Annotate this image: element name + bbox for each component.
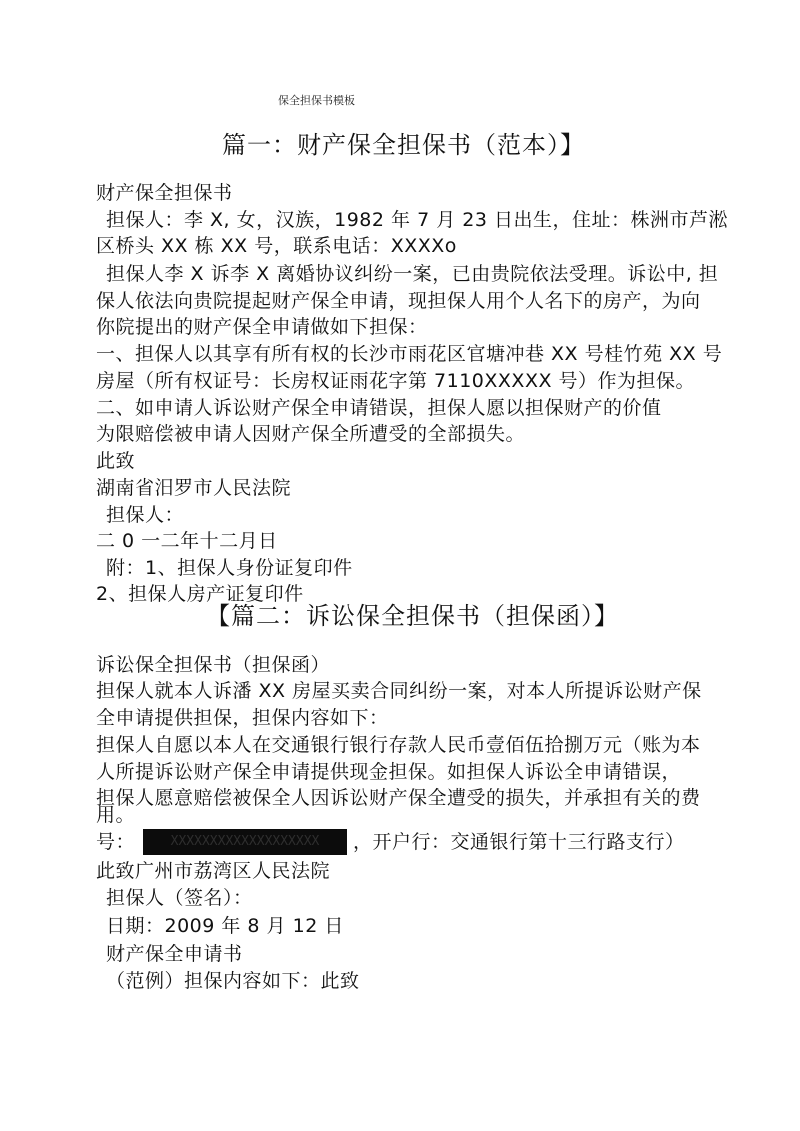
part1-line: 房屋（所有权证号：长房权证雨花字第 7110XXXXX 号）作为担保。 xyxy=(96,370,696,392)
part1-line: 你院提出的财产保全申请做如下担保： xyxy=(96,316,428,338)
account-prefix: 号： xyxy=(96,831,136,853)
part1-line: 二 0 一二年十二月日 xyxy=(96,530,278,552)
part2-line: 担保人就本人诉潘 XX 房屋买卖合同纠纷一案，对本人所提诉讼财产保 xyxy=(96,680,702,702)
part2-closing-line: 此致广州市荔湾区人民法院 xyxy=(96,860,331,882)
part1-line: 为限赔偿被申请人因财产保全所遭受的全部损失。 xyxy=(96,423,526,445)
part2-line: 全申请提供担保，担保内容如下： xyxy=(96,707,389,729)
part1-line: 一、担保人以其享有所有权的长沙市雨花区官塘冲巷 XX 号桂竹苑 XX 号 xyxy=(96,343,723,365)
part1-line-heading: 财产保全担保书 xyxy=(96,182,233,204)
part1-line: 担保人李 X 诉李 X 离婚协议纠纷一案，已由贵院依法受理。诉讼中, 担 xyxy=(106,263,719,285)
part2-line: 用。 xyxy=(96,804,136,826)
account-suffix: ，开户行：交通银行第十三行路支行） xyxy=(353,831,685,853)
account-redacted: XXXXXXXXXXXXXXXXXXX xyxy=(143,829,347,855)
part2-line: 人所提诉讼财产保全申请提供现金担保。如担保人诉讼全申请错误， xyxy=(96,761,682,783)
part2-line: 担保人自愿以本人在交通银行银行存款人民币壹佰伍拾捌万元（账为本 xyxy=(96,734,701,756)
part2-closing-line: 财产保全申请书 xyxy=(106,943,243,965)
part2-closing-line: 日期：2009 年 8 月 12 日 xyxy=(106,915,344,937)
part1-line: 二、如申请人诉讼财产保全申请错误，担保人愿以担保财产的价值 xyxy=(96,397,662,419)
account-number-row xyxy=(96,829,685,855)
part2-closing-line: （范例）担保内容如下：此致 xyxy=(106,970,360,992)
part1-line: 区桥头 XX 栋 XX 号，联系电话：XXXXo xyxy=(96,235,457,257)
part1-line: 保人依法向贵院提起财产保全申请，现担保人用个人名下的房产，为向 xyxy=(96,290,701,312)
part1-title: 篇一：财产保全担保书（范本）】 xyxy=(222,131,585,159)
part1-line: 担保人： xyxy=(106,504,185,526)
part1-line: 湖南省汨罗市人民法院 xyxy=(96,477,292,499)
part1-line: 2、担保人房产证复印件 xyxy=(96,583,304,605)
part2-closing-line: 担保人（签名）： xyxy=(106,887,253,909)
part1-line: 担保人：李 X, 女，汉族，1982 年 7 月 23 日出生，住址：株洲市芦淞 xyxy=(106,209,728,231)
part2-line-heading: 诉讼保全担保书（担保函） xyxy=(96,654,331,676)
part2-title: 【篇二：诉讼保全担保书（担保函）】 xyxy=(206,602,619,630)
part2-line: 担保人愿意赔偿被保全人因诉讼财产保全遭受的损失，并承担有关的费 xyxy=(96,787,701,809)
document-header-label: 保全担保书模板 xyxy=(278,94,355,107)
part1-line: 此致 xyxy=(96,450,136,472)
part1-line: 附：1、担保人身份证复印件 xyxy=(106,557,353,579)
